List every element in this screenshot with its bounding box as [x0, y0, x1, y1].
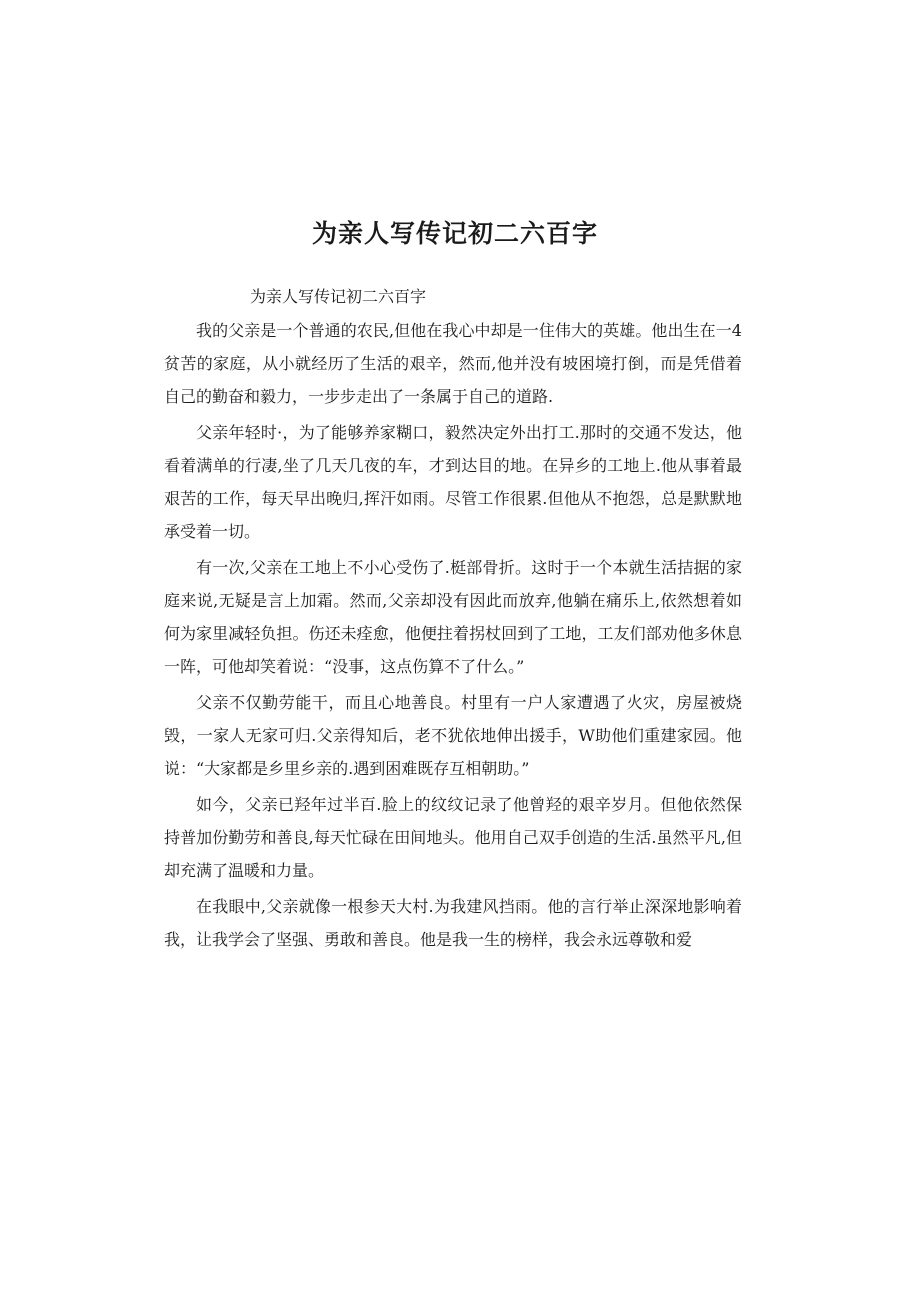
paragraph-6: 在我眼中,父亲就像一根参天大村.为我建风挡雨。他的言行举止深深地影响着我，让我学会了坚强、勇敢和善良。他是我一生的榜样，我会永远尊敬和爱 [164, 897, 742, 949]
paragraph-2: 父亲年轻时·，为了能够养家糊口，毅然决定外出打工.那时的交通不发达，他看着满单的行凄,坐了几天几夜的车，才到达目的地。在异乡的工地上.他从事着最艰苦的工作，每天早出晚归,挥汗如雨。尽管工作很累.但他从不抱怨，总是默默地承受着一切。 [164, 423, 742, 541]
document-body [164, 280, 742, 956]
paragraph-3: 有一次,父亲在工地上不小心受伤了.梃部骨折。这时于一个本就生活拮据的家庭来说,无疑是言上加霜。然而,父亲却没有因此而放弃,他躺在痛乐上,依然想着如何为家里减轻负担。伤还未痊愈，他便拄着拐杖回到了工地，工友们部劝他多休息一阵，可他却笑着说：“没事，这点伤算不了什么。” [164, 558, 742, 676]
paragraph-1: 我的父亲是一个普通的农民,但他在我心中却是一住伟大的英雄。他出生在一4贫苦的家庭，从小就经历了生活的艰辛，然而,他并没有坡困境打倒，而是凭借着自己的勤奋和毅力，一步步走出了一条属于自己的道路. [164, 321, 742, 406]
paragraph-5: 如今，父亲已羟年过半百.脸上的纹纹记录了他曾羟的艰辛岁月。但他依然保持普加份勤劳和善良,每天忙碌在田间地头。他用自己双手创造的生活.虽然平凡,但却充满了温暖和力量。 [164, 795, 742, 880]
paragraph-4: 父亲不仅勤劳能干，而且心地善良。村里有一户人家遭遇了火灾，房屋被烧毁，一家人无家可归.父亲得知后，老不犹依地伸出援手，W助他们重建家园。他说：“大家都是乡里乡亲的.遇到困难既存互相朝助。” [164, 693, 742, 778]
document-subtitle: 为亲人写传记初二六百字 [250, 287, 427, 306]
document-title: 为亲人写传记初二六百字 [311, 219, 598, 248]
